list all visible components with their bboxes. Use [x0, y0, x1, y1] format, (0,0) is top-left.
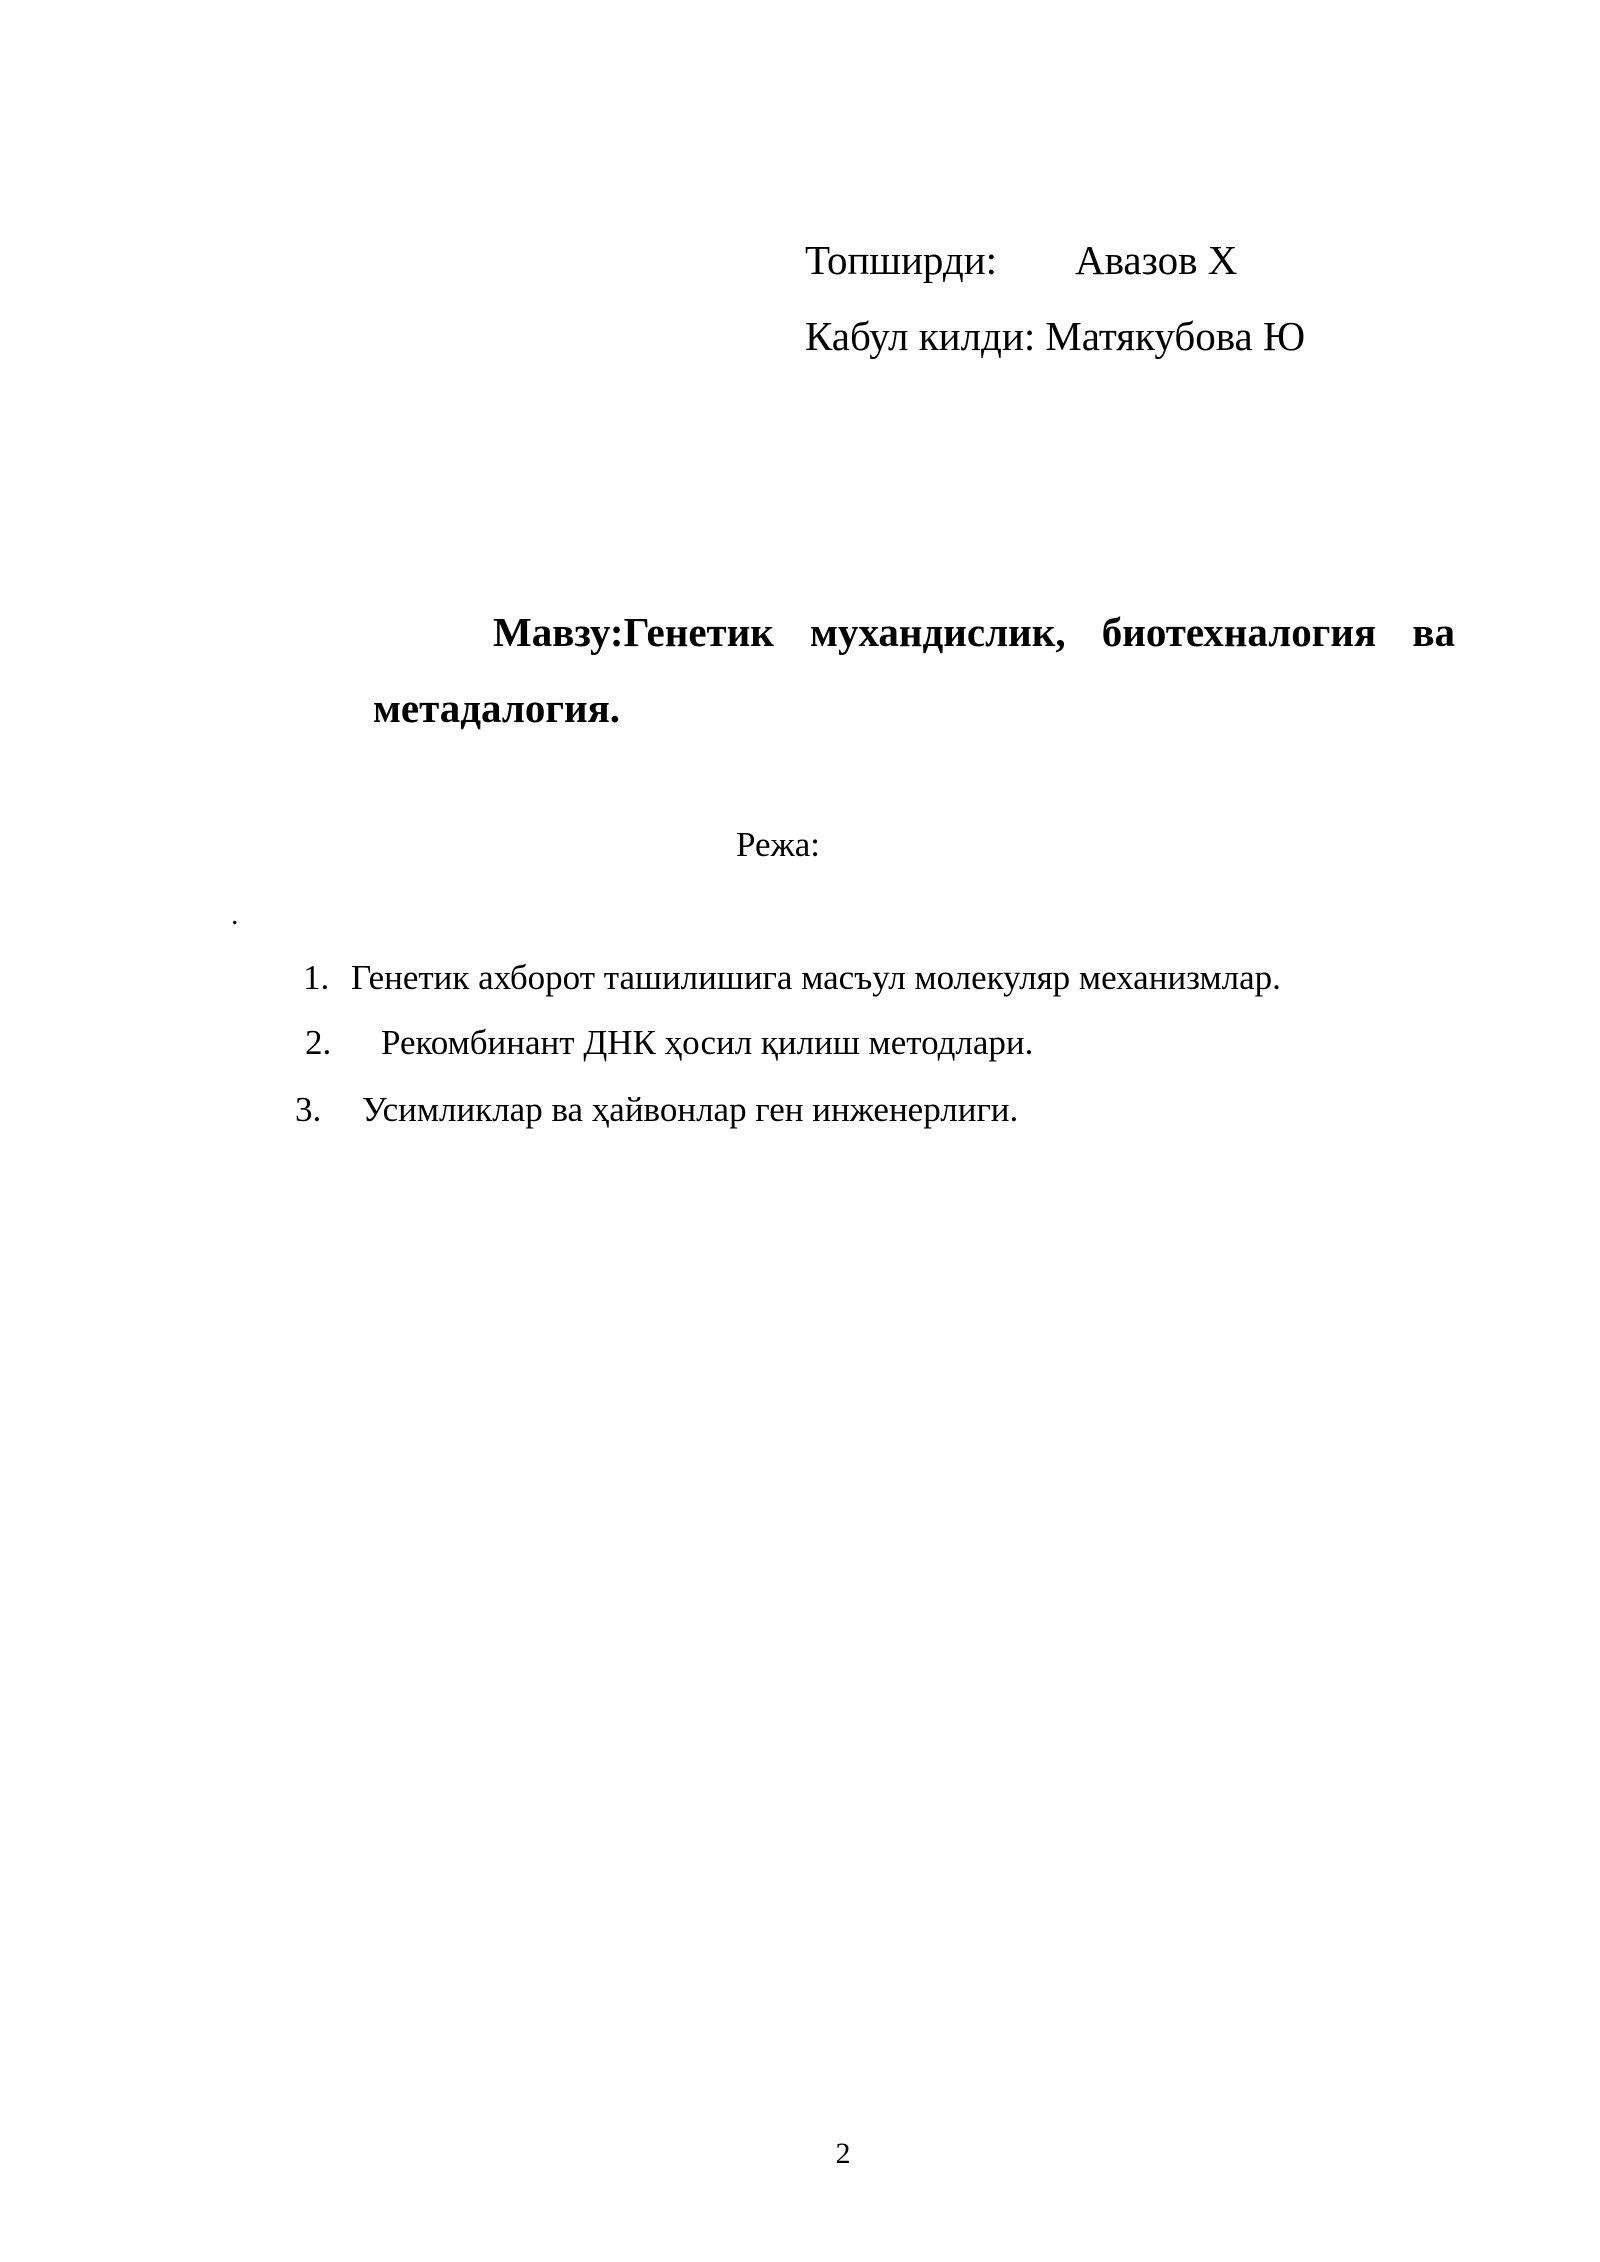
- topic-title: [373, 594, 1455, 746]
- topic-word: Мавзу:Генетик: [493, 609, 774, 655]
- list-item-number: 2.: [305, 1023, 332, 1062]
- stray-dot-marker: .: [231, 898, 239, 931]
- topic-title-line-1: [373, 594, 1455, 670]
- list-item-number: 1.: [303, 958, 330, 997]
- list-item-text: Генетик ахборот ташилишига масъул молекуляр механизмлар.: [351, 958, 1281, 997]
- plan-heading: Режа:: [736, 825, 820, 864]
- list-item-text: Усимликлар ва ҳайвонлар ген инженерлиги.: [362, 1090, 1019, 1129]
- list-item-text: Рекомбинант ДНК ҳосил қилиш методлари.: [381, 1023, 1034, 1062]
- submitted-by-name: Авазов Х: [1075, 237, 1238, 283]
- submitted-by-label: Топширди:: [805, 237, 998, 283]
- topic-title-line-2: метадалогия.: [373, 685, 621, 731]
- list-item-number: 3.: [295, 1090, 322, 1129]
- submitted-by-line: [805, 222, 1305, 298]
- topic-word: ва: [1412, 609, 1455, 655]
- topic-word: биотехналогия: [1101, 609, 1377, 655]
- accepted-by-line: [805, 298, 1305, 374]
- topic-word: мухандислик,: [810, 609, 1066, 655]
- accepted-by-name: Матякубова Ю: [1045, 313, 1306, 359]
- page-number: 2: [835, 2137, 851, 2170]
- signature-block: [805, 222, 1305, 374]
- accepted-by-label: Кабул килди:: [805, 313, 1036, 359]
